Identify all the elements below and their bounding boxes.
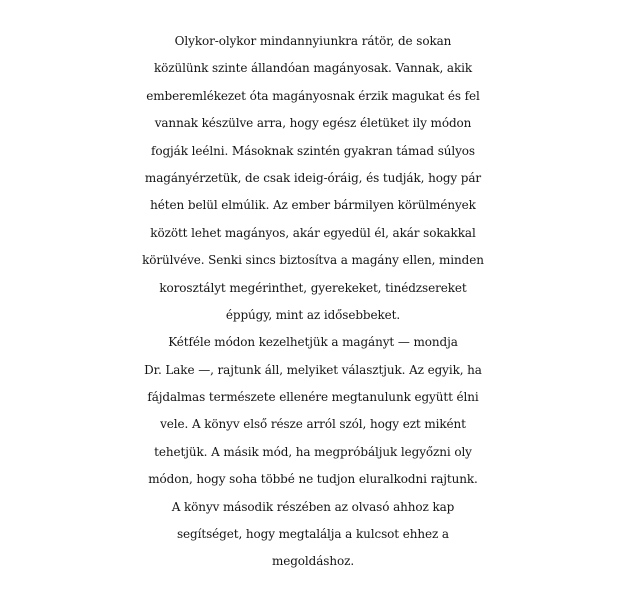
text-line: között lehet magányos, akár egyedül él, akár sokakkal — [150, 225, 476, 240]
text-line: fogják leélni. Másoknak szintén gyakran támad súlyos — [151, 143, 475, 158]
text-line: emberemlékezet óta magányosnak érzik magukat és fel — [146, 88, 480, 103]
text-line: közülünk szinte állandóan magányosak. Vannak, akik — [153, 61, 473, 76]
text-line: A könyv második részében az olvasó ahhoz kap — [171, 499, 455, 514]
text-line: éppúgy, mint az idősebbeket. — [225, 307, 401, 322]
text-line: Dr. Lake —, rajtunk áll, melyiket választjuk. Az egyik, ha — [144, 362, 482, 377]
text-line: Olykor-olykor mindannyiunkra rátör, de sokan — [174, 34, 452, 48]
text-line: vele. A könyv első része arról szól, hogy ezt miként — [160, 417, 466, 432]
text-line: héten belül elmúlik. Az ember bármilyen körülmények — [150, 198, 476, 213]
text-line: Kétféle módon kezelhetjük a magányt — mondja — [168, 335, 458, 350]
text-line: körülvéve. Senki sincs biztosítva a magány ellen, minden — [142, 253, 484, 268]
text-line: korosztályt megérinthet, gyerekeket, tinédzsereket — [159, 280, 467, 295]
text-line: megoldáshoz. — [271, 554, 355, 569]
text-line: fájdalmas természete ellenére megtanulunk együtt élni — [147, 390, 479, 405]
text-line: segítséget, hogy megtalálja a kulcsot ehhez a — [177, 527, 449, 542]
text-line: módon, hogy soha többé ne tudjon eluralkodni rajtunk. — [148, 472, 478, 487]
document-text-block — [0, 28, 626, 576]
text-line: magányérzetük, de csak ideig-óráig, és tudják, hogy pár — [144, 170, 482, 185]
text-line: vannak készülve arra, hogy egész életüket ily módon — [154, 116, 472, 131]
text-line: tehetjük. A másik mód, ha megpróbáljuk legyőzni oly — [154, 444, 472, 459]
